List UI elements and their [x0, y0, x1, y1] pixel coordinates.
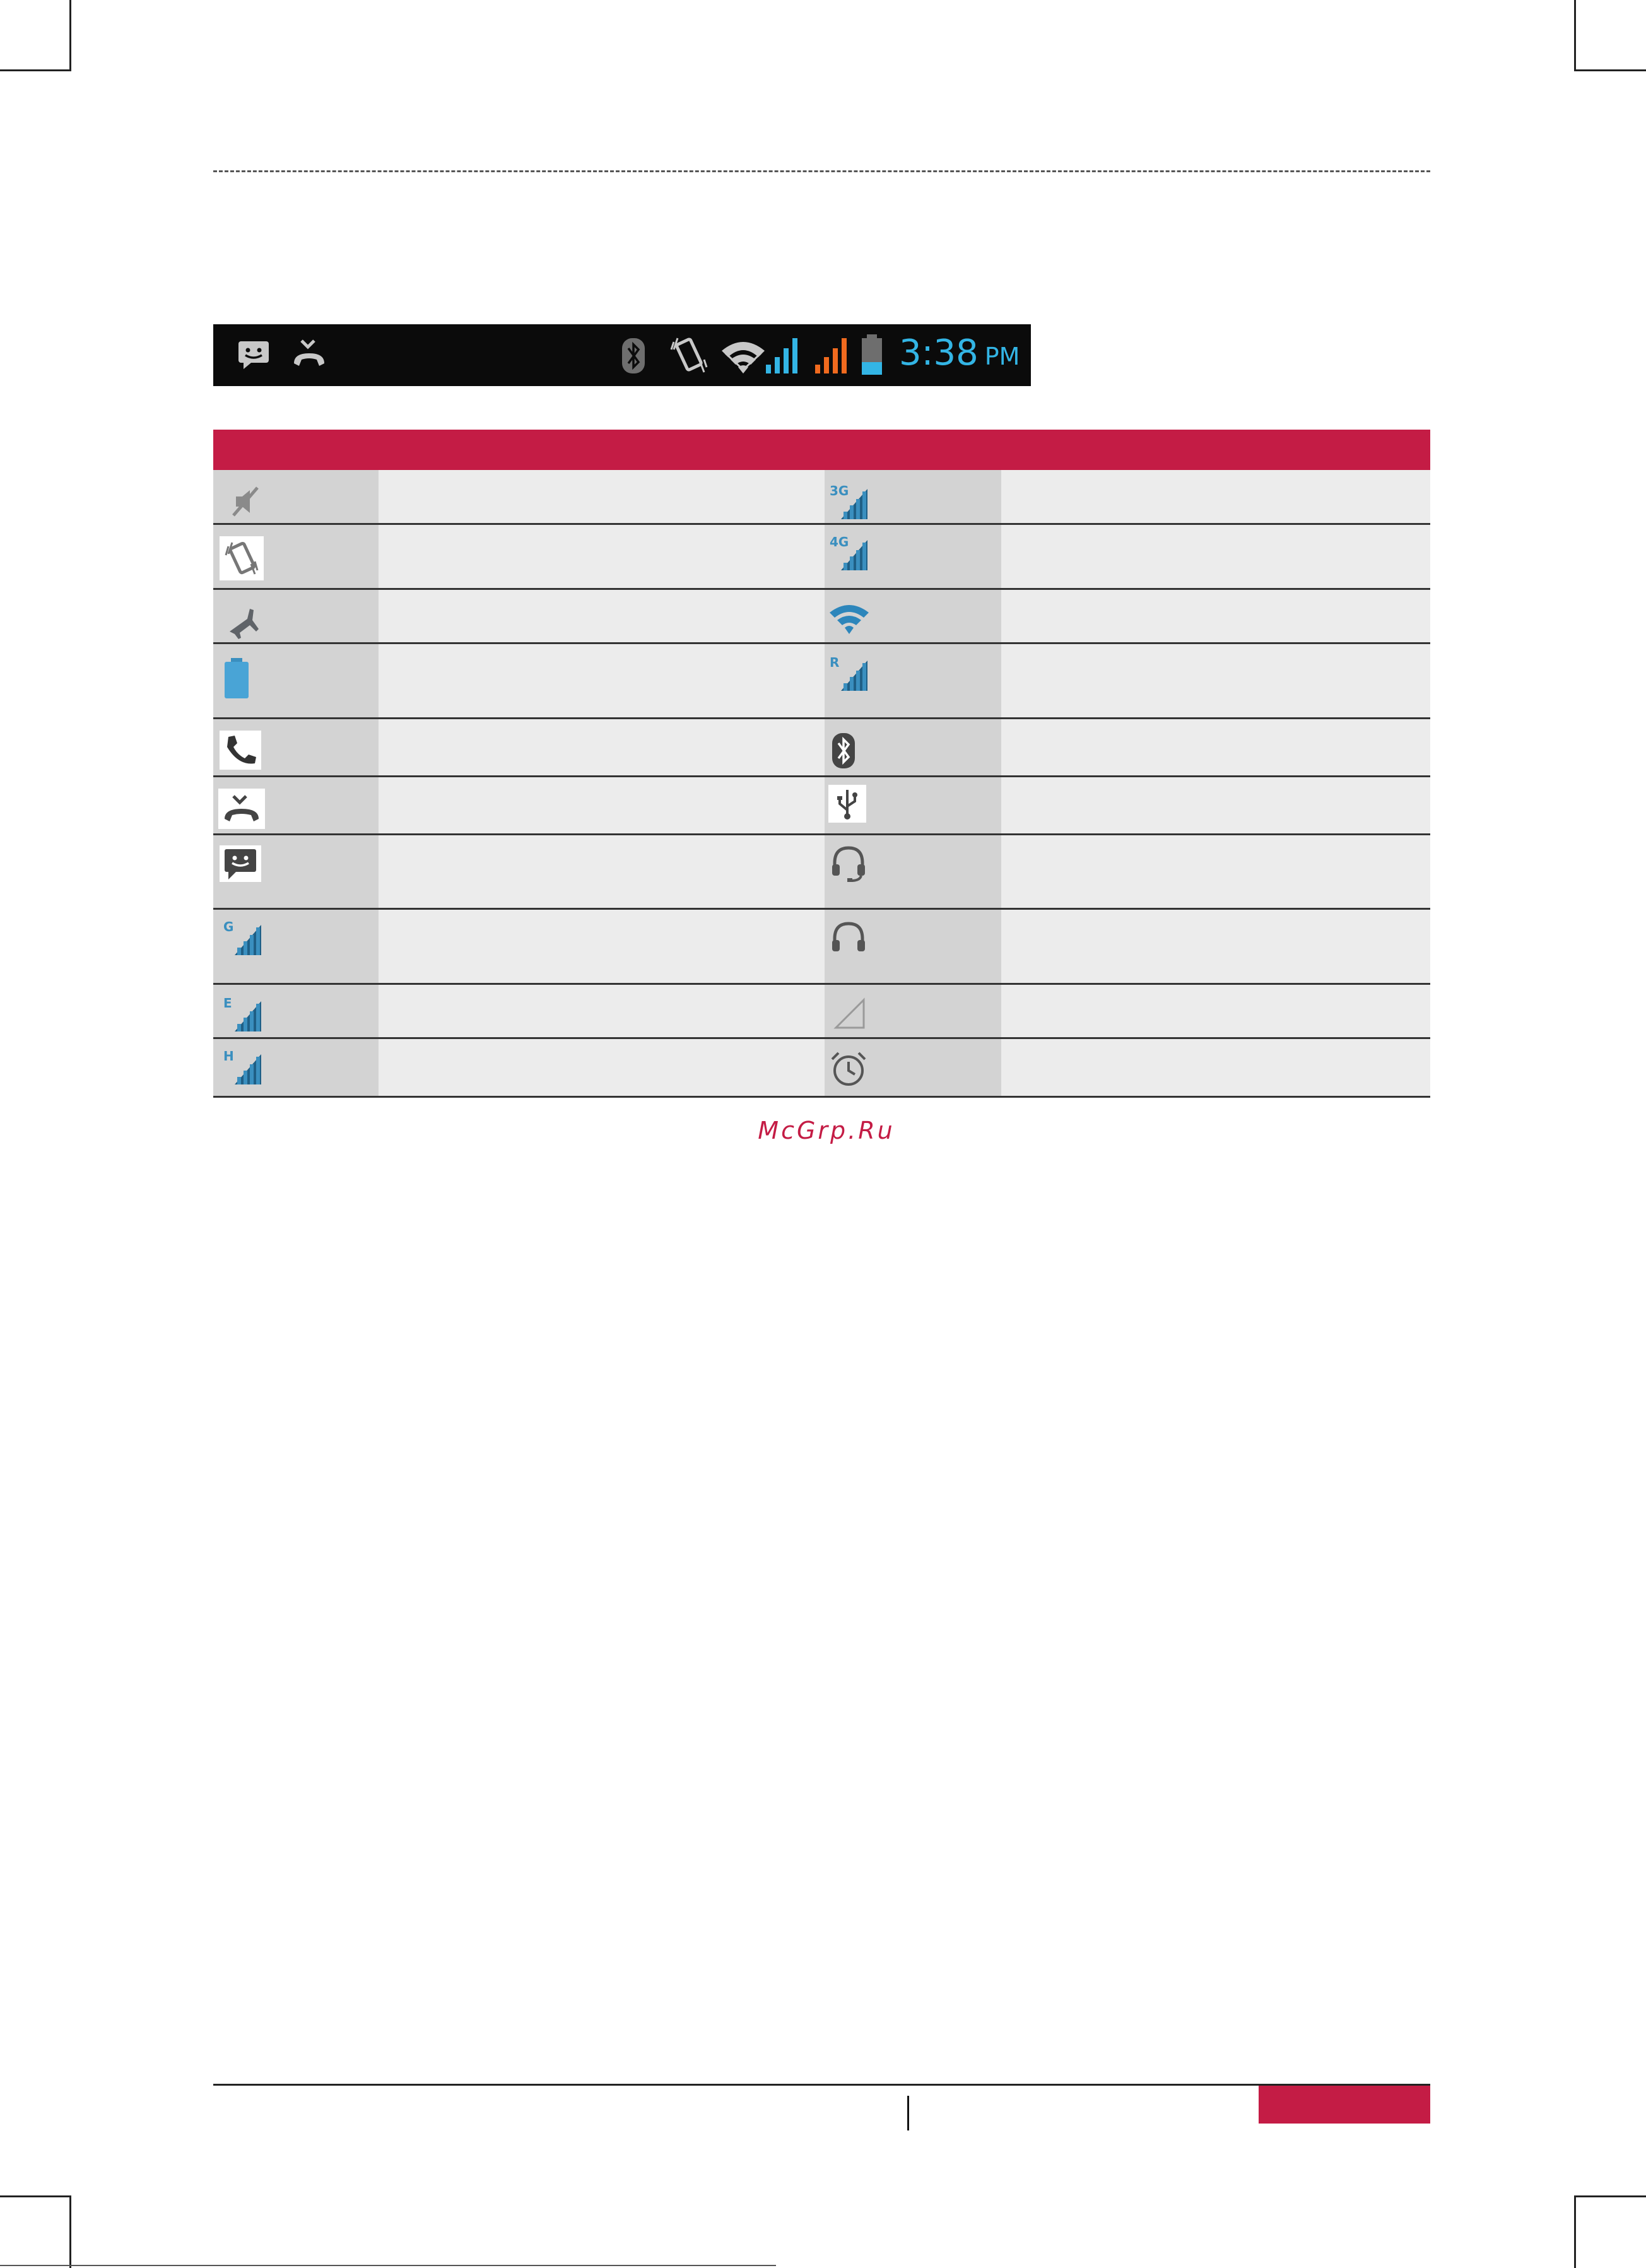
description-cell-left: [379, 910, 825, 983]
table-row: [213, 777, 1430, 835]
crop-mark-bottom-right-h: [1574, 2195, 1646, 2197]
table-row: [213, 525, 1430, 590]
signal-orange-icon: [813, 336, 852, 376]
signal-e-icon: [222, 995, 264, 1033]
icon-cell-left: [213, 590, 379, 642]
airplane-icon: [225, 604, 262, 642]
battery-icon: [859, 333, 885, 377]
icon-cell-left: [213, 1039, 379, 1096]
table-row: [213, 985, 1430, 1039]
muted-icon: [227, 483, 265, 520]
icon-cell-right: [825, 777, 1001, 833]
signal-4g-icon: [828, 534, 870, 572]
icon-cell-right: [825, 590, 1001, 642]
svg-text:4G: 4G: [830, 534, 849, 549]
status-bar-clock: [899, 328, 1020, 379]
page-bottom-line: [0, 2265, 776, 2266]
description-cell-right: [1001, 644, 1430, 717]
clock-time: 3:38: [899, 332, 979, 373]
vibrate-icon: [220, 536, 264, 580]
crop-mark-top-left-v: [69, 0, 71, 71]
crop-mark-top-left-h: [0, 69, 71, 71]
headset-mic-icon: [828, 843, 869, 883]
description-cell-right: [1001, 777, 1430, 833]
clock-ampm: PM: [984, 343, 1020, 370]
description-cell-right: [1001, 985, 1430, 1037]
icon-cell-right: [825, 910, 1001, 983]
wifi-icon: [720, 338, 766, 375]
watermark: McGrp.Ru: [758, 1117, 895, 1144]
description-cell-left: [379, 719, 825, 775]
crop-mark-bottom-left-h: [0, 2195, 71, 2197]
icon-cell-right: [825, 644, 1001, 717]
table-row: [213, 470, 1430, 525]
description-cell-right: [1001, 525, 1430, 588]
crop-mark-top-right-v: [1574, 0, 1576, 71]
table-header: [213, 430, 1430, 470]
description-cell-right: [1001, 1039, 1430, 1096]
wifi-icon: [828, 601, 870, 635]
description-cell-right: [1001, 835, 1430, 908]
signal-blue-icon: [763, 336, 802, 376]
icon-cell-left: [213, 525, 379, 588]
missed-call-icon: [291, 338, 327, 370]
missed-call-icon: [218, 789, 265, 829]
alarm-icon: [828, 1048, 869, 1088]
icon-cell-right: [825, 985, 1001, 1037]
icon-cell-left: [213, 985, 379, 1037]
icon-cell-right: [825, 719, 1001, 775]
icon-cell-left: [213, 644, 379, 717]
bluetooth-icon: [830, 731, 857, 771]
vibrate-icon: [670, 334, 708, 376]
svg-text:E: E: [223, 996, 232, 1011]
signal-roaming-icon: [828, 654, 870, 692]
svg-text:H: H: [223, 1049, 234, 1064]
description-cell-left: [379, 590, 825, 642]
description-cell-left: [379, 470, 825, 523]
icon-cell-left: [213, 777, 379, 833]
footer-line: [213, 2084, 1430, 2086]
table-row: [213, 590, 1430, 644]
svg-text:G: G: [223, 919, 234, 934]
svg-text:3G: 3G: [830, 483, 849, 498]
signal-3g-icon: [828, 483, 870, 520]
table-row: [213, 910, 1430, 985]
headphones-icon: [828, 919, 869, 956]
icon-cell-left: [213, 910, 379, 983]
crop-mark-bottom-right-v: [1574, 2195, 1576, 2268]
description-cell-left: [379, 835, 825, 908]
footer-page-tab: [1259, 2086, 1430, 2124]
description-cell-left: [379, 644, 825, 717]
usb-icon: [828, 785, 866, 823]
icon-cell-right: [825, 835, 1001, 908]
icon-cell-left: [213, 835, 379, 908]
call-icon: [220, 731, 261, 770]
description-cell-right: [1001, 590, 1430, 642]
battery-icon: [221, 657, 252, 701]
description-cell-right: [1001, 719, 1430, 775]
message-icon: [220, 845, 261, 882]
message-icon: [237, 340, 270, 370]
table-row: [213, 835, 1430, 910]
icon-cell-right: [825, 470, 1001, 523]
description-cell-right: [1001, 470, 1430, 523]
icon-cell-left: [213, 719, 379, 775]
table-row: [213, 644, 1430, 719]
footer-divider: [907, 2096, 909, 2130]
description-cell-left: [379, 985, 825, 1037]
table-row: [213, 1039, 1430, 1098]
description-cell-left: [379, 1039, 825, 1096]
svg-text:R: R: [830, 655, 840, 670]
icon-cell-right: [825, 1039, 1001, 1096]
header-dashed-line: [213, 170, 1430, 172]
icon-cell-right: [825, 525, 1001, 588]
description-cell-left: [379, 777, 825, 833]
crop-mark-top-right-h: [1574, 69, 1646, 71]
signal-h-icon: [222, 1048, 264, 1086]
description-cell-left: [379, 525, 825, 588]
no-signal-icon: [830, 994, 867, 1031]
description-cell-right: [1001, 910, 1430, 983]
bluetooth-icon: [621, 337, 646, 375]
signal-g-icon: [222, 919, 264, 956]
icon-cell-left: [213, 470, 379, 523]
crop-mark-bottom-left-v: [69, 2195, 71, 2268]
table-row: [213, 719, 1430, 777]
